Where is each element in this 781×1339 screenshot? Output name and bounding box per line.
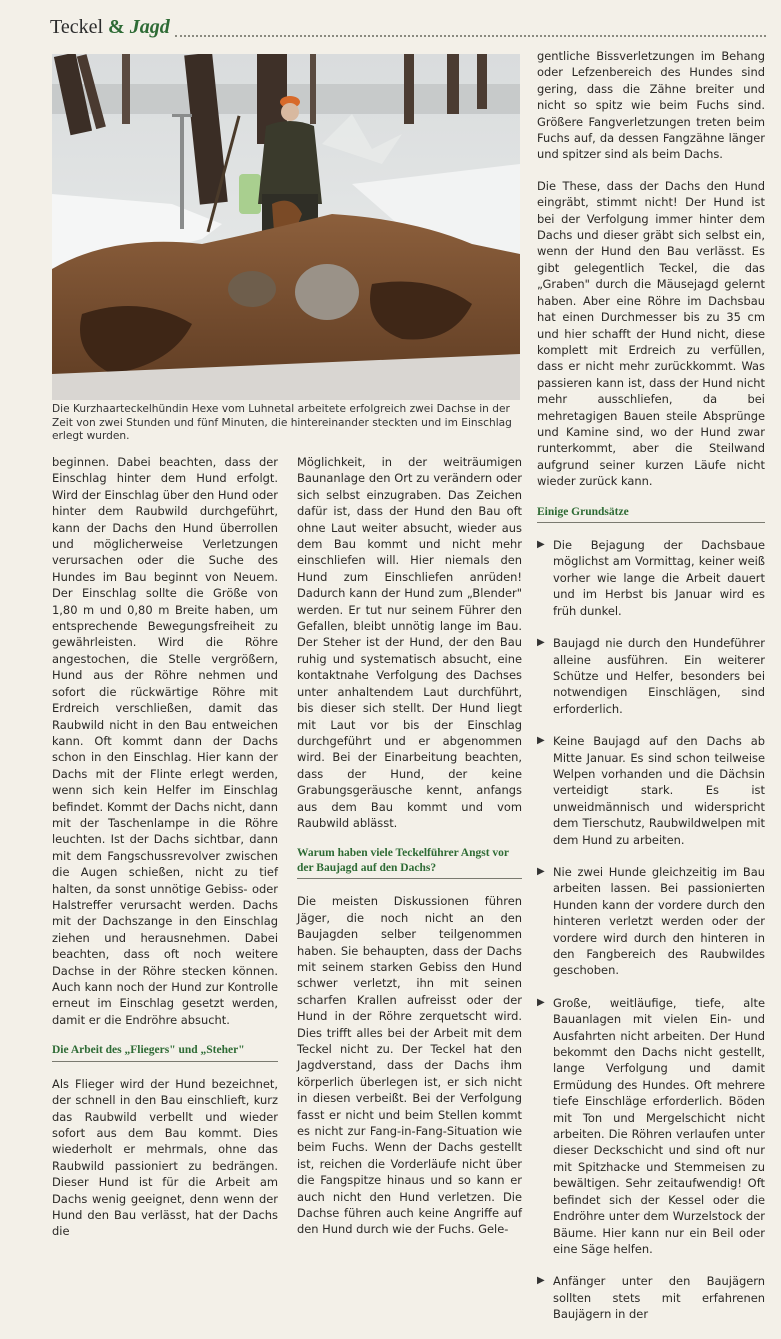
col2-subheading: Warum haben viele Teckelführer Angst vor der Baujagd auf den Dachs?	[297, 846, 522, 879]
magazine-brand	[50, 16, 170, 39]
column-1	[52, 454, 278, 1240]
col2-paragraph-2: Die meisten Diskussionen führen Jäger, die noch nicht an den Baujagden selber teilgenommen haben. Sie behaupten, dass der Dachs mit seinem starken Gebiss den Hund schwer verletzt, ihn mit seinen scharfen Krallen aufreisst oder der Hund in der Röhre zerquetscht wird. Dies trifft alles bei der Arbeit mit dem Teckel nicht zu. Der Teckel hat den Jagdverstand, dass der Dachs ihm körperlich überlegen ist, er sich nicht in diesen verbeißt. Bei der Verfolgung fasst er nicht und beim Stellen kommt es nicht zur Fang-in-Fang-Situation wie beim Fuchs. Wenn der Dachs gestellt ist, reichen die Vorderläufe nicht über die Fangspitze hinaus und so kann er auch nicht den Hund verletzen. Die Dachse führen auch keine Angriffe auf den Hund durch wie der Fuchs. Gele-	[297, 894, 522, 1237]
photo-caption: Die Kurzhaarteckelhündin Hexe vom Luhnetal arbeitete erfolgreich zwei Dachse in der Zeit von zwei Stunden und fünf Minuten, die hintereinander steckten und im Einschlag erlegt wurden.	[52, 403, 512, 442]
principle-item: ▶ Nie zwei Hunde gleichzeitig im Bau arbeiten lassen. Bei passionierten Hunden kann der vordere durch den hinteren verletzt werden oder der vordere wird durch den hinteren in den Fangbereich des Raubwildes geschoben.	[537, 864, 765, 979]
brand-teckel: Teckel	[50, 16, 104, 38]
principle-item: ▶ Baujagd nie durch den Hundeführer alleine ausführen. Ein weiterer Schütze und Helfer, besonders bei notwendigen Einschlägen, sind erforderlich.	[537, 635, 765, 717]
column-3	[537, 48, 765, 1339]
principles-list	[537, 537, 765, 1322]
col1-subheading: Die Arbeit des „Fliegers" und „Steher"	[52, 1043, 278, 1062]
brand-jagd: Jagd	[129, 16, 170, 38]
column-2	[297, 454, 522, 1238]
col3-paragraph-2: Die These, dass der Dachs den Hund eingräbt, stimmt nicht! Der Hund ist bei der Verfolgung immer hinter dem Dachs und dieser gräbt sich selbst ein, wenn der Hund den Bau verlässt. Es gibt gelegentlich Teckel, die das „Graben" durch die Mäusejagd gelernt haben. Aber eine Röhre im Dachsbau hat einen Durchmesser bis zu 35 cm und hier schafft der Hund nicht, diese komplett mit Erdreich zu verfüllen, dass er nicht mehr zurückkommt. Was passieren kann ist, dass der Hund nicht mehr ausschliefen, da bei mehretagigen Bauen steile Absprünge und Kamine sind, wo der Hund zwar runterkommt, aber die Steilwand aufgrund seiner kurzen Läufe nicht wieder zurück kann.	[537, 178, 765, 489]
principle-item: ▶ Keine Baujagd auf den Dachs ab Mitte Januar. Es sind schon teilweise Welpen vorhanden und die Dächsin verteidigt stark. Es ist unweidmännisch und widerspricht dem Tierschutz, Raubwildwelpen mit dem Hund zu arbeiten.	[537, 733, 765, 848]
brand-ampersand: &	[108, 16, 125, 38]
col3-subheading: Einige Grundsätze	[537, 505, 765, 524]
principle-item: ▶ Anfänger unter den Baujägern sollten stets mit erfahrenen Baujägern in der	[537, 1273, 765, 1322]
col3-paragraph: gentliche Bissverletzungen im Behang oder Lefzenbereich des Hundes sind gering, dass die Zähne breiter und nicht so spitz wie beim Fuchs sind. Größere Fangverletzungen treten beim Fuchs auf, da dessen Fangzähne länger und spitzer sind als beim Dachs.	[537, 49, 765, 162]
col2-paragraph: Möglichkeit, in der weiträumigen Baunanlage den Ort zu verändern oder sich selbst einzugraben. Das Zeichen dafür ist, dass der Hund den Bau oft ohne Laut weiter absucht, wieder aus dem Bau kommt und nicht mehr einschliefen will. Hier niemals den Hund zum Einschliefen anrüden! Dadurch kann der Hund zum „Blender" werden. Er tut nur seinem Führer den Gefallen, bleibt unnötig lange im Bau. Der Steher ist der Hund, der den Bau ruhig und systematisch absucht, eine kontaktnahe Verfolgung des Dachses unter anhaltendem Laut durchführt, bis dieser sich stellt. Der Hund liegt mit Laut vor bis der Einschlag durchgeführt und er abgenommen wird. Bei der Einarbeitung beachten, dass der Hund, der keine Grabungsgeräusche kennt, anfangs aus dem Bau kommt und vom Raubwild ablässt.	[297, 455, 522, 830]
col1-paragraph: beginnen. Dabei beachten, dass der Einschlag hinter dem Hund erfolgt. Wird der Einschlag über den Hund oder hinter dem Raubwild durchgeführt, kann der Dachs den Hund überrollen und möglicherweise Verletzungen verursachen oder die Suche des Hundes im Bau beginnt von Neuem. Der Einschlag sollte die Größe von 1,80 m und 0,80 m Breite haben, um entsprechende Bewegungsfreiheit zu gewährleisten. Wird die Röhre angestochen, die Stelle vergrößern, Hund aus der Röhre nehmen und sofort die rückwärtige Röhre mit Erdreich verschließen, damit das Raubwild nicht in den Bau entweichen kann. Oft kommt dann der Dachs schon in den Einschlag. Hier kann der Dachs mit der Flinte erlegt werden, wenn sich kein Helfer im Einschlag befindet. Kommt der Dachs nicht, dann mit der Taschenlampe in die Röhre leuchten. Ist der Dachs sichtbar, dann mit dem Fangschussrevolver zwischen die Augen schießen, nicht zu tief halten, da sonst unnötige Gebiss- oder Halstreffer verursacht werden. Dachs mit der Dachszange in den Einschlag ziehen und herausnehmen. Dabei beachten, dass oft noch weitere Dachse in der Röhre stecken können. Auch kann noch der Hund zur Kontrolle erneut im Einschlag gesetzt werden, damit er die Endröhre absucht.	[52, 455, 278, 1027]
page-header	[50, 14, 766, 44]
principle-item: ▶ Die Bejagung der Dachsbaue möglichst am Vormittag, keiner weiß vorher wie lange die Arbeit dauert und im Herbst bis Januar wird es früh dunkel.	[537, 537, 765, 619]
photo-hunter-badger-dig	[52, 54, 520, 400]
header-dotted-rule	[175, 35, 766, 37]
article-photo	[52, 54, 520, 400]
principle-item: ▶ Große, weitläufige, tiefe, alte Bauanlagen mit vielen Ein- und Ausfahrten nicht arbeiten. Der Hund bekommt den Dachs nicht gestellt, lange Verfolgung und damit Ermüdung des Hundes. Oft mehrere tiefe Einschläge erforderlich. Böden mit Ton und Mergelschicht nicht arbeiten. Die Röhren verlaufen unter dieser Deckschicht und sind oft nur mit Spitzhacke und Stemmeisen zu bewältigen. Sehr zeitaufwendig! Oft befindet sich der Kessel oder die Endröhre unter dem Wurzelstock der Bäume. Hier kann nur ein Beil oder eine Säge helfen.	[537, 995, 765, 1258]
col1-paragraph-2: Als Flieger wird der Hund bezeichnet, der schnell in den Bau einschlieft, kurz das Raubwild verbellt und wieder sofort aus dem Bau kommt. Dies wiederholt er mehrmals, ohne das Raubwild passioniert zu bedrängen. Dieser Hund ist für die Arbeit am Dachs wenig geeignet, denn wenn der Hund den Bau verlässt, hat der Dachs die	[52, 1076, 278, 1239]
